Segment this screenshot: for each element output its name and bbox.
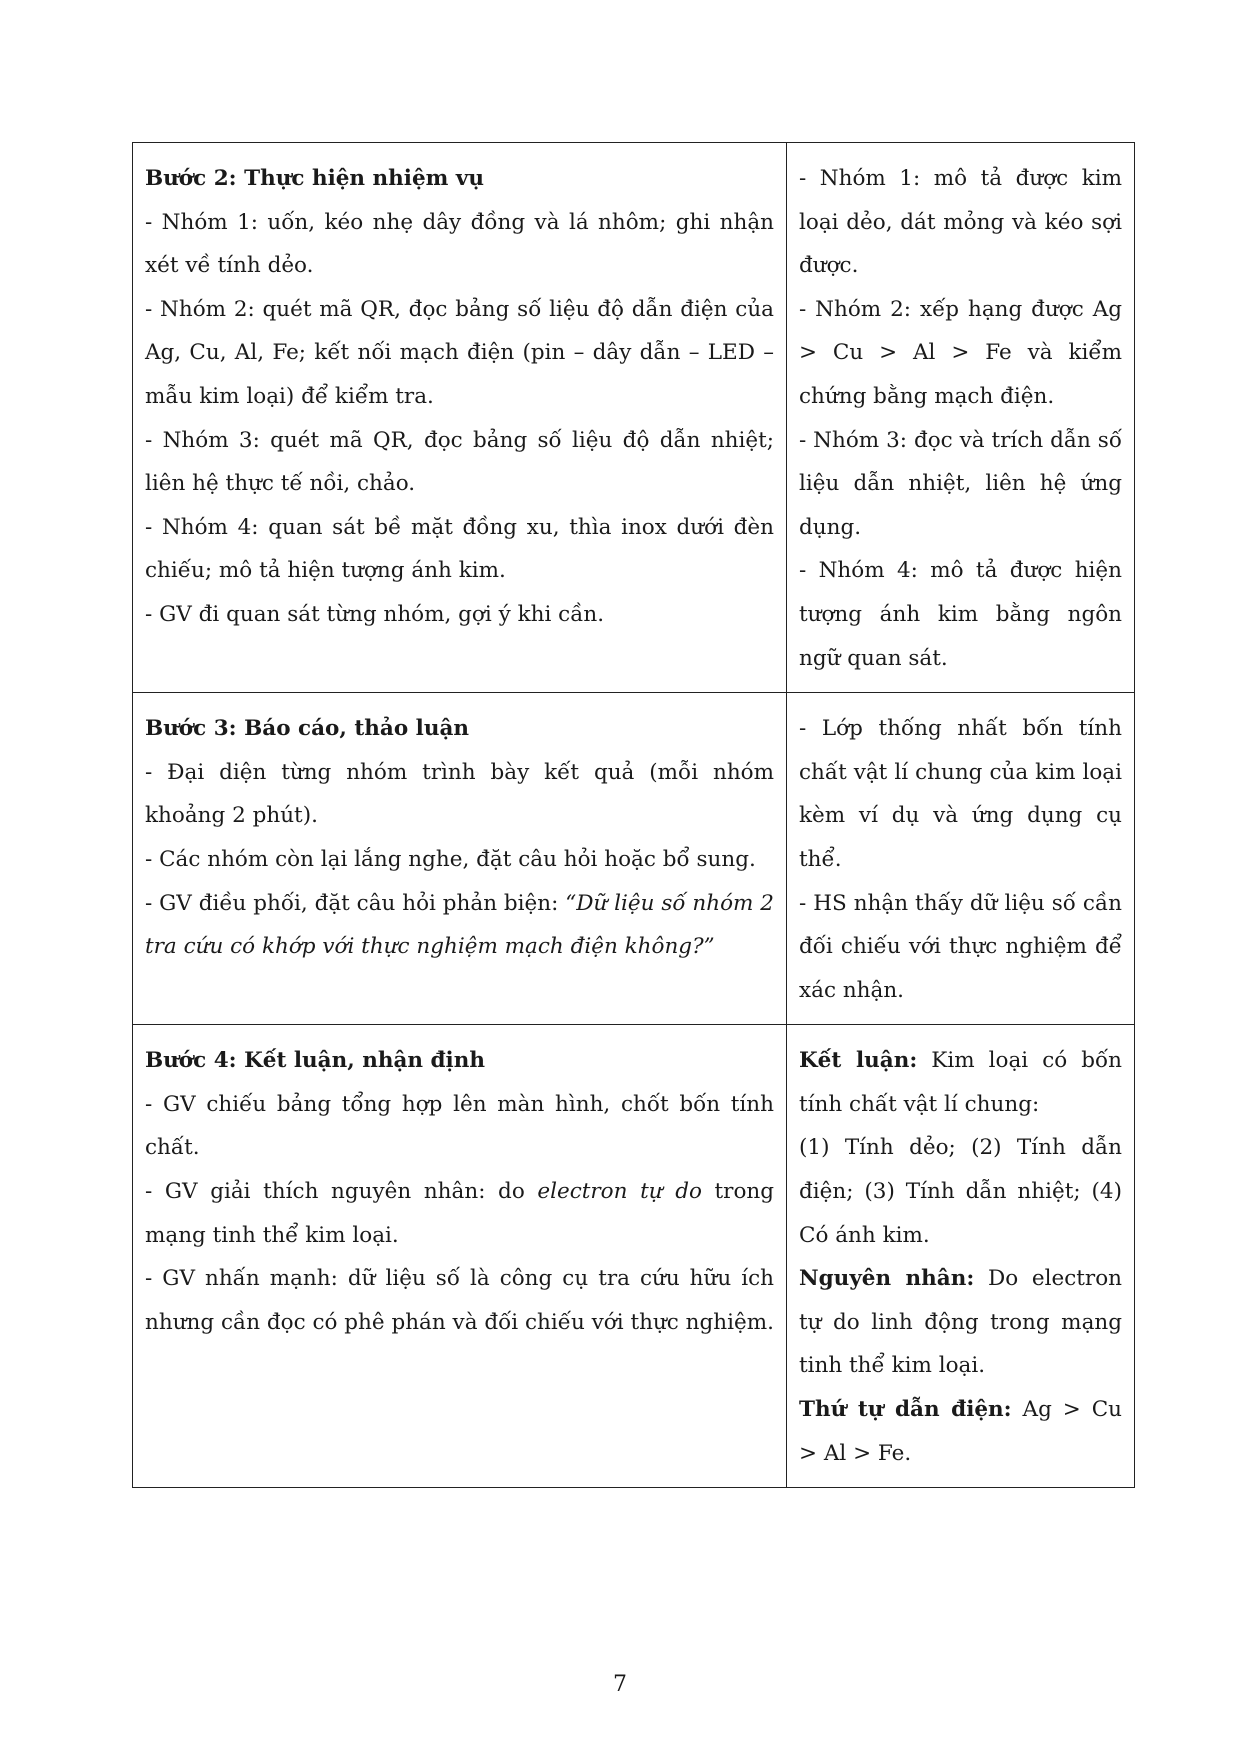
result-item: - Nhóm 4: mô tả được hiện tượng ánh kim bằng ngôn ngữ quan sát. (799, 558, 1122, 671)
table-row-step-4 (133, 1025, 1135, 1488)
activity-item: - GV nhấn mạnh: dữ liệu số là công cụ tra cứu hữu ích nhưng cần đọc có phê phán và đối chiếu với thực nghiệm. (145, 1266, 774, 1335)
page-number: 7 (613, 1672, 627, 1697)
activity-item-question (145, 882, 774, 969)
activity-item: - GV chiếu bảng tổng hợp lên màn hình, chốt bốn tính chất. (145, 1091, 774, 1161)
conclusion-label: Kết luận: (799, 1048, 918, 1074)
activity-cell-step-3 (133, 693, 787, 1025)
step-title: Bước 2: Thực hiện nhiệm vụ (145, 166, 485, 191)
result-item: - Nhóm 2: xếp hạng được Ag > Cu > Al > Fe và kiểm chứng bằng mạch điện. (799, 296, 1122, 409)
result-cell-step-2 (787, 143, 1135, 693)
text-segment: - GV giải thích nguyên nhân: do (145, 1179, 538, 1205)
conductivity-order (799, 1388, 1122, 1475)
result-item: - Lớp thống nhất bốn tính chất vật lí chung của kim loại kèm ví dụ và ứng dụng cụ thể. (799, 716, 1122, 872)
cause-label: Nguyên nhân: (799, 1266, 975, 1292)
activity-item (145, 1170, 774, 1257)
result-cell-step-3 (787, 693, 1135, 1025)
activity-cell-step-4 (133, 1025, 787, 1488)
activity-item: - Nhóm 1: uốn, kéo nhẹ dây đồng và lá nhôm; ghi nhận xét về tính dẻo. (145, 209, 774, 279)
lesson-activity-table (132, 142, 1135, 1488)
table-row-step-2 (133, 143, 1135, 693)
conclusion (799, 1039, 1122, 1126)
result-cell-step-4 (787, 1025, 1135, 1488)
activity-item: - Đại diện từng nhóm trình bày kết quả (mỗi nhóm khoảng 2 phút). (145, 759, 774, 829)
cause (799, 1257, 1122, 1388)
cause-text: Do electron tự do linh động trong mạng tinh thể kim loại. (799, 1266, 1122, 1379)
order-label: Thứ tự dẫn điện: (799, 1397, 1012, 1423)
step-title: Bước 3: Báo cáo, thảo luận (145, 716, 470, 742)
order-text: Ag > Cu > Al > Fe. (799, 1397, 1122, 1466)
question-italic: “Dữ liệu số nhóm 2 tra cứu có khớp với thực nghiệm mạch điện không?” (145, 890, 774, 960)
activity-cell-step-2 (133, 143, 787, 693)
result-item: - Nhóm 3: đọc và trích dẫn số liệu dẫn nhiệt, liên hệ ứng dụng. (799, 427, 1122, 540)
conclusion-list: (1) Tính dẻo; (2) Tính dẫn điện; (3) Tính dẫn nhiệt; (4) Có ánh kim. (799, 1135, 1122, 1248)
activity-item: - GV đi quan sát từng nhóm, gợi ý khi cần. (145, 601, 605, 627)
activity-item: - Nhóm 4: quan sát bề mặt đồng xu, thìa inox dưới đèn chiếu; mô tả hiện tượng ánh kim. (145, 514, 774, 584)
activity-item: - Các nhóm còn lại lắng nghe, đặt câu hỏi hoặc bổ sung. (145, 846, 756, 872)
conclusion-text: Kim loại có bốn tính chất vật lí chung: (799, 1048, 1122, 1117)
step-title: Bước 4: Kết luận, nhận định (145, 1048, 485, 1074)
italic-term: electron tự do (537, 1179, 702, 1205)
result-item: - HS nhận thấy dữ liệu số cần đối chiếu với thực nghiệm để xác nhận. (799, 890, 1122, 1003)
result-item: - Nhóm 1: mô tả được kim loại dẻo, dát mỏng và kéo sợi được. (799, 166, 1122, 279)
text-segment: trong mạng tinh thể kim loại. (145, 1179, 774, 1248)
table-row-step-3 (133, 693, 1135, 1025)
activity-item: - Nhóm 2: quét mã QR, đọc bảng số liệu độ dẫn điện của Ag, Cu, Al, Fe; kết nối mạch điện (pin – dây dẫn – LED – mẫu kim loại) để kiểm tra. (145, 296, 774, 409)
activity-item: - Nhóm 3: quét mã QR, đọc bảng số liệu độ dẫn nhiệt; liên hệ thực tế nồi, chảo. (145, 427, 774, 497)
question-prefix: - GV điều phối, đặt câu hỏi phản biện: (145, 890, 566, 916)
